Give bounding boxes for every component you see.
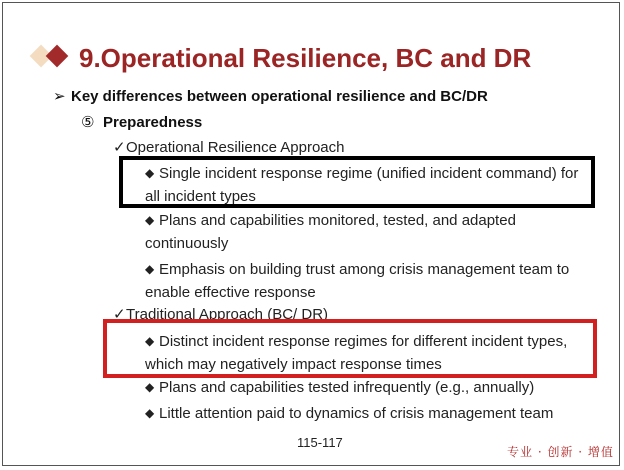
diamond-bullet-icon: ◆	[145, 262, 155, 276]
diamond-dark-icon	[46, 45, 69, 68]
slide-title: 9.Operational Resilience, BC and DR	[79, 43, 532, 73]
bullet-item: ◆ Little attention paid to dynamics of crisis management team	[145, 402, 595, 425]
diamond-bullet-icon: ◆	[145, 406, 155, 420]
bullet-item: ◆ Plans and capabilities tested infrequently (e.g., annually)	[145, 376, 595, 399]
circled-number-five: ⑤	[81, 114, 95, 131]
heading	[53, 87, 488, 105]
diamond-bullet-icon: ◆	[145, 380, 155, 394]
highlight-box-black	[119, 156, 595, 208]
slide-frame	[2, 2, 620, 466]
logo-slogan: 专业 · 创新 · 增值	[507, 445, 614, 459]
diamond-bullet-icon: ◆	[145, 213, 155, 227]
section-label-operational: ✓Operational Resilience Approach	[113, 139, 345, 156]
subheading	[81, 113, 202, 131]
bullet-item: ◆ Distinct incident response regimes for different incident types, which may negatively impact response times	[145, 330, 595, 376]
diamond-bullet-icon: ◆	[145, 166, 155, 180]
heading-text: Key differences between operational resilience and BC/DR	[71, 88, 488, 105]
bullet-item: ◆ Single incident response regime (unified incident command) for all incident types	[145, 162, 595, 208]
bullet-item: ◆ Emphasis on building trust among crisis management team to enable effective response	[145, 258, 595, 304]
check-icon: ✓	[113, 306, 126, 323]
title-row	[33, 41, 593, 75]
bullet-item: ◆ Plans and capabilities monitored, tested, and adapted continuously	[145, 209, 595, 255]
section-label-traditional: ✓Traditional Approach (BC/ DR)	[113, 306, 329, 323]
arrow-bullet-icon: ➢	[53, 88, 66, 105]
page-number: 115-117	[297, 435, 343, 450]
check-icon: ✓	[113, 139, 126, 156]
diamond-bullet-icon: ◆	[145, 334, 155, 348]
subheading-text: Preparedness	[103, 114, 203, 131]
highlight-box-red	[103, 319, 597, 378]
